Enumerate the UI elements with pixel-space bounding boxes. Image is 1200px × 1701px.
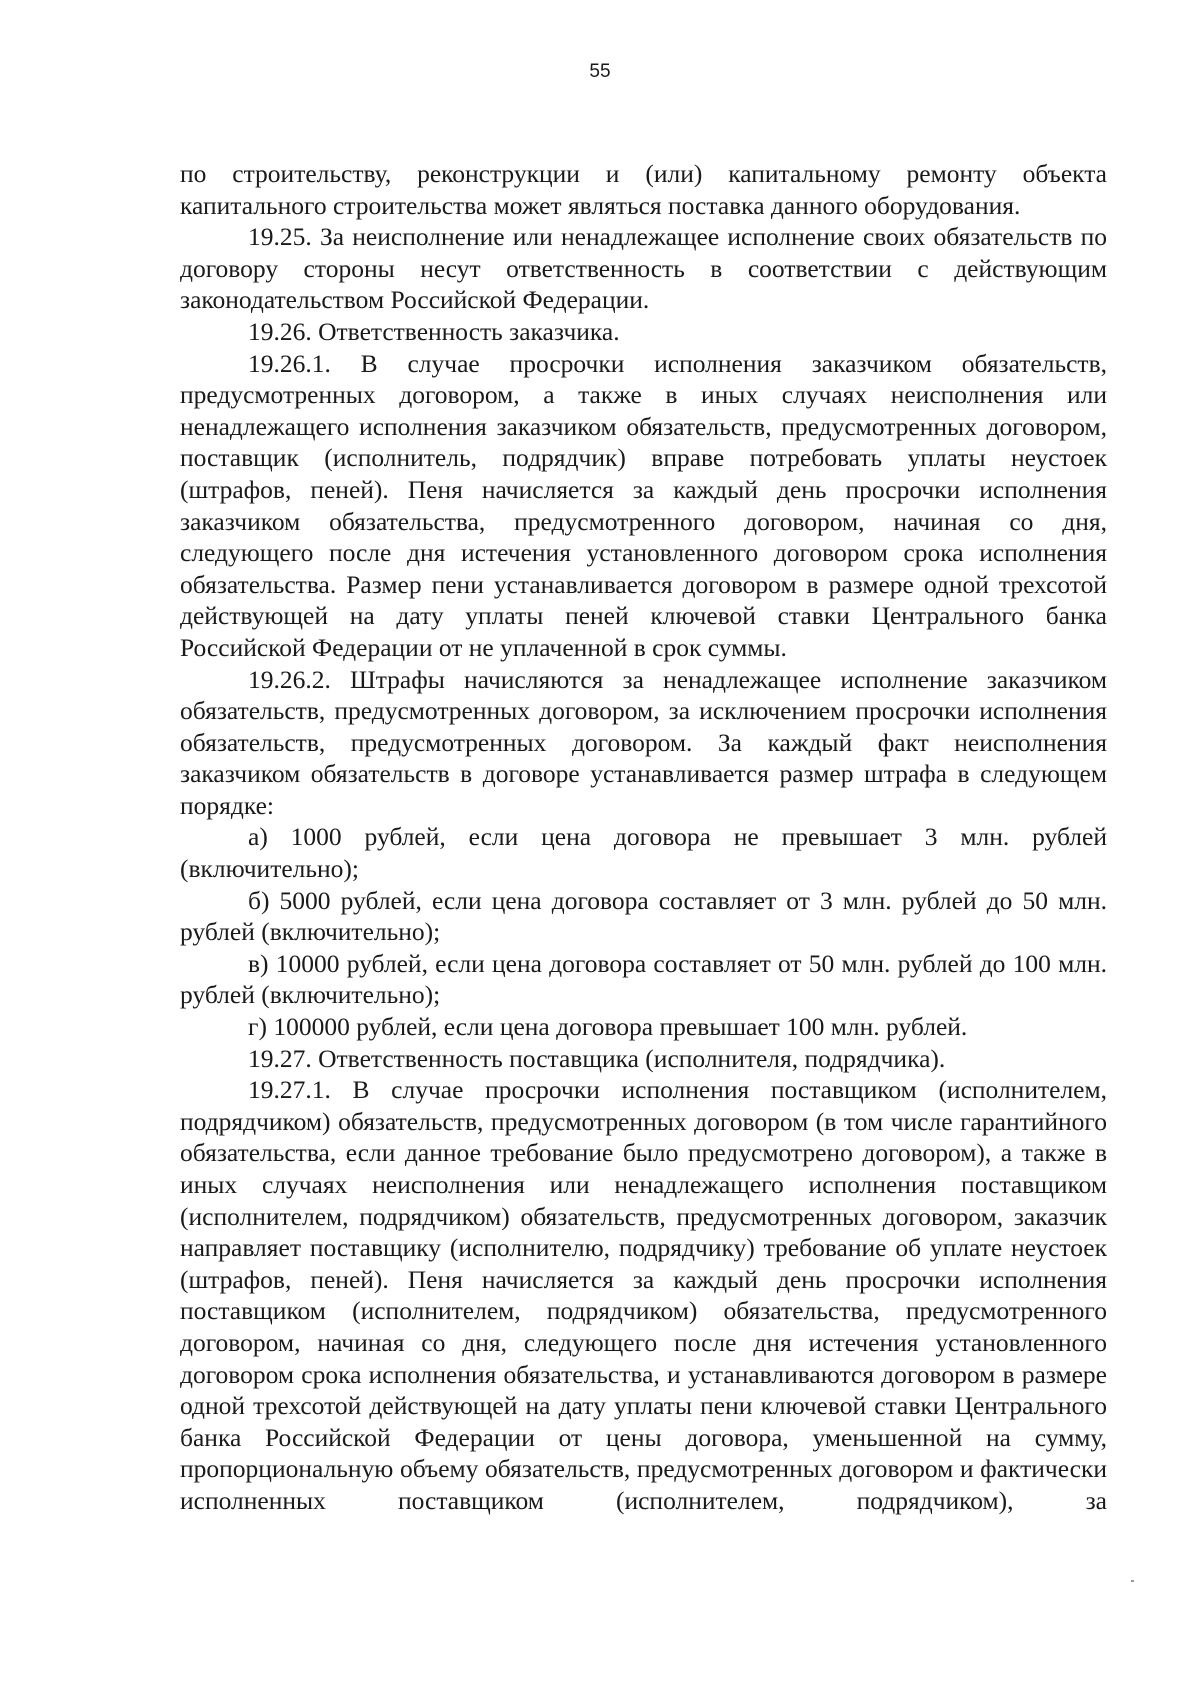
- list-item-b: б) 5000 рублей, если цена договора составляет от 3 млн. рублей до 50 млн. рублей (включительно);: [180, 885, 1107, 947]
- list-item-v: в) 10000 рублей, если цена договора составляет от 50 млн. рублей до 100 млн. рублей (включительно);: [180, 948, 1107, 1010]
- paragraph-19-26-1: 19.26.1. В случае просрочки исполнения заказчиком обязательств, предусмотренных договором, а также в иных случаях неисполнения или ненадлежащего исполнения заказчиком обязательств, предусмотренных договором, поставщик (исполнитель, подрядчик) вправе потребовать уплаты неустоек (штрафов, пеней). Пеня начисляется за каждый день просрочки исполнения заказчиком обязательства, предусмотренного договором, начиная со дня, следующего после дня истечения установленного договором срока исполнения обязательства. Размер пени устанавливается договором в размере одной трехсотой действующей на дату уплаты пеней ключевой ставки Центрального банка Российской Федерации от не уплаченной в срок суммы.: [180, 348, 1107, 662]
- list-item-a: а) 1000 рублей, если цена договора не превышает 3 млн. рублей (включительно);: [180, 822, 1107, 884]
- heading-19-27: 19.27. Ответственность поставщика (исполнителя, подрядчика).: [248, 1043, 946, 1073]
- paragraph-continuation: по строительству, реконструкции и (или) капитальному ремонту объекта капитального строительства может являться поставка данного оборудования.: [180, 159, 1107, 220]
- paragraph-19-26-2: 19.26.2. Штрафы начисляются за ненадлежащее исполнение заказчиком обязательств, предусмотренных договором, за исключением просрочки исполнения обязательств, предусмотренных договором. За каждый факт неисполнения заказчиком обязательств в договоре устанавливается размер штрафа в следующем порядке:: [180, 664, 1107, 820]
- scan-artifact: [1131, 1580, 1134, 1582]
- page-number: 55: [589, 61, 611, 82]
- list-item-g: г) 100000 рублей, если цена договора превышает 100 млн. рублей.: [248, 1012, 968, 1042]
- paragraph-19-27-1: 19.27.1. В случае просрочки исполнения поставщиком (исполнителем, подрядчиком) обязательств, предусмотренных договором (в том числе гарантийного обязательства, если данное требование было предусмотрено договором), а также в иных случаях неисполнения или ненадлежащего исполнения поставщиком (исполнителем, подрядчиком) обязательств, предусмотренных договором, заказчик направляет поставщику (исполнителю, подрядчику) требование об уплате неустоек (штрафов, пеней). Пеня начисляется за каждый день просрочки исполнения поставщиком (исполнителем, подрядчиком) обязательства, предусмотренного договором, начиная со дня, следующего после дня истечения установленного договором срока исполнения обязательства, и устанавливаются договором в размере одной трехсотой действующей на дату уплаты пени ключевой ставки Центрального банка Российской Федерации от цены договора, уменьшенной на сумму, пропорциональную объему обязательств, предусмотренных договором и фактически исполненных поставщиком (исполнителем, подрядчиком), за: [180, 1075, 1107, 1515]
- document-body: [180, 158, 1107, 1517]
- paragraph-19-25: 19.25. За неисполнение или ненадлежащее исполнение своих обязательств по договору стороны несут ответственность в соответствии с действующим законодательством Российской Федерации.: [180, 222, 1107, 315]
- heading-19-26: 19.26. Ответственность заказчика.: [248, 316, 620, 346]
